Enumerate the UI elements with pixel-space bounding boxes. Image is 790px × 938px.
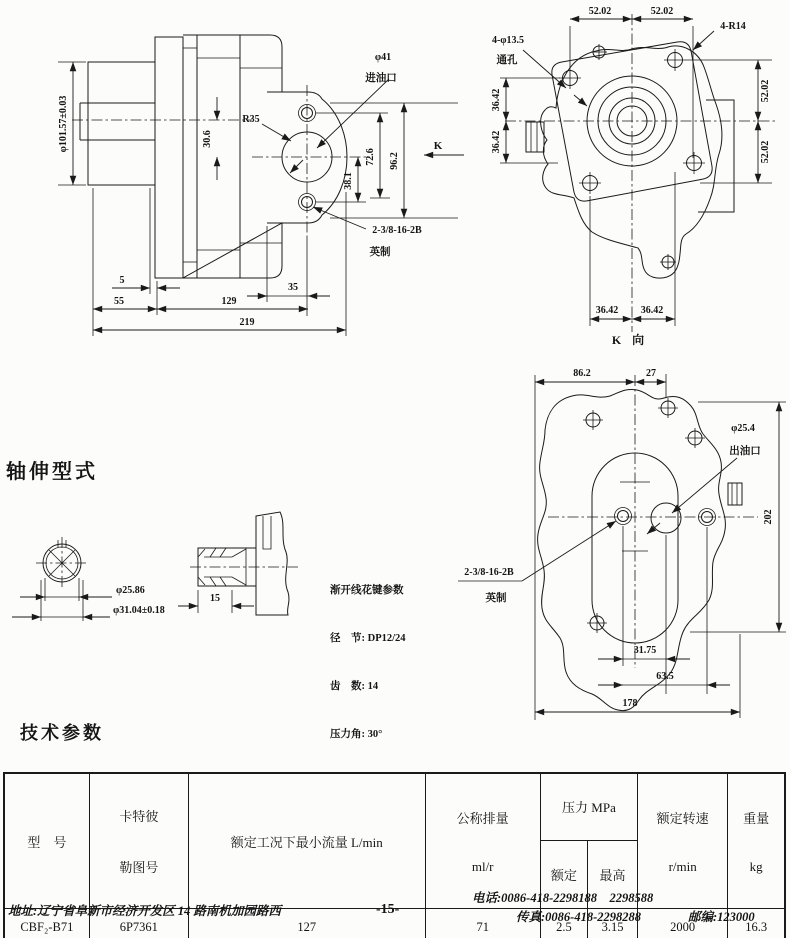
dim-36-left-lower: 36.42 [491, 130, 502, 154]
label-4-phi13-5: 4-φ13.5 [491, 35, 525, 46]
cover-bolt-holes [583, 398, 705, 633]
spline-param-title: 渐开线花键参数 [330, 585, 404, 596]
spline-shaft [198, 548, 256, 586]
label-phi41: φ41 [374, 52, 392, 63]
footer-address: 地址:辽宁省阜新市经济开发区 14 路南机加园路西 [8, 904, 281, 918]
dim-52-top-right: 52.02 [650, 6, 674, 17]
pump-body-outline [541, 46, 722, 278]
dim-178: 178 [622, 698, 638, 709]
label-4-r14: 4-R14 [720, 21, 746, 32]
outlet-port-circle [651, 503, 681, 533]
dim-27: 27 [646, 368, 656, 379]
page-number: -15- [376, 902, 400, 917]
header-speed: 额定转速 r/min [638, 773, 728, 909]
header-pressure: 压力 MPa [540, 773, 637, 840]
pilot-cylinder [88, 62, 155, 185]
dim-15: 15 [210, 593, 220, 604]
front-view-drawing [491, 6, 775, 347]
label-thread-k: 2-3/8-16-2B [464, 567, 514, 578]
footer-postal: 邮编:123000 [688, 910, 755, 924]
header-model: 型 号 [4, 773, 89, 909]
dim-phi31-04: φ31.04±0.18 [113, 605, 165, 616]
dim-36-bottom-right: 36.42 [640, 305, 664, 316]
dim-96-2: 96.2 [389, 152, 400, 170]
dim-72-6: 72.6 [365, 148, 376, 166]
dim-52-right-lower: 52.02 [760, 140, 771, 164]
label-outlet-port: 出油口 [729, 446, 761, 457]
flange-wall-section [256, 512, 289, 615]
dim-202: 202 [763, 509, 774, 525]
dim-38-1: 38.1 [343, 172, 354, 190]
cell-model: CBF₂-B71 [4, 909, 89, 938]
k-direction-view-drawing [458, 368, 786, 720]
dim-219: 219 [239, 317, 255, 328]
dim-36-bottom-left: 36.42 [595, 305, 619, 316]
side-port-tab-k [728, 483, 742, 505]
label-thread-side: 2-3/8-16-2B [372, 225, 422, 236]
cell-rated-pressure: 2.5 [540, 909, 587, 938]
dim-pilot-diameter: φ101.57±0.03 [58, 95, 69, 153]
dim-phi25-86: φ25.86 [116, 585, 145, 596]
label-phi25-4: φ25.4 [731, 423, 755, 434]
header-displacement: 公称排量 ml/r [425, 773, 540, 909]
dim-5: 5 [119, 275, 125, 286]
dim-55: 55 [114, 296, 124, 307]
label-imperial-side: 英制 [369, 247, 391, 258]
header-weight: 重量 kg [728, 773, 785, 909]
shaft-type-title: 轴伸型式 [6, 461, 98, 483]
cell-displacement: 71 [425, 909, 540, 938]
footer-phone: 电话:0086-418-2298188 2298588 [472, 891, 654, 905]
side-view-drawing [58, 35, 464, 336]
spline-param-angle: 压力角: 30° [330, 729, 383, 740]
header-pressure-rated: 额定 [540, 840, 587, 908]
spline-parameters [330, 551, 406, 759]
label-k-view: K 向 [611, 333, 649, 347]
label-r35: R35 [242, 114, 260, 125]
dim-30-6: 30.6 [202, 130, 213, 148]
spline-param-pitch: 径 节: DP12/24 [330, 633, 406, 644]
port-thread-hole-left [618, 511, 629, 522]
cell-cat-no: 6P7361 [89, 909, 188, 938]
dim-52-top-left: 52.02 [588, 6, 612, 17]
label-imperial-k: 英制 [485, 593, 507, 604]
shaft-extension-drawing [12, 512, 298, 621]
header-min-flow: 额定工况下最小流量 L/min [188, 773, 425, 909]
footer-fax: 传真:0086-418-2298288 [516, 910, 641, 924]
cell-min-flow: 127 [188, 909, 425, 938]
cell-max-pressure: 3.15 [587, 909, 637, 938]
label-inlet-port: 进油口 [365, 73, 397, 84]
dim-36-left-upper: 36.42 [491, 88, 502, 112]
spline-param-teeth: 齿 数: 14 [330, 681, 379, 692]
dim-31-75: 31.75 [633, 645, 657, 656]
header-pressure-max: 最高 [587, 840, 637, 908]
label-through-hole: 通孔 [496, 55, 518, 66]
cell-weight: 16.3 [728, 909, 785, 938]
mounting-flange [155, 37, 183, 278]
dim-63-5: 63.5 [656, 671, 674, 682]
cell-speed: 2000 [638, 909, 728, 938]
dim-52-right-upper: 52.02 [760, 79, 771, 103]
label-k-arrow: K [433, 140, 443, 152]
header-cat-no: 卡特彼 勒图号 [89, 773, 188, 909]
tech-params-title: 技术参数 [20, 723, 104, 743]
dim-129: 129 [221, 296, 237, 307]
dim-86-2: 86.2 [573, 368, 591, 379]
dim-35: 35 [288, 282, 298, 293]
